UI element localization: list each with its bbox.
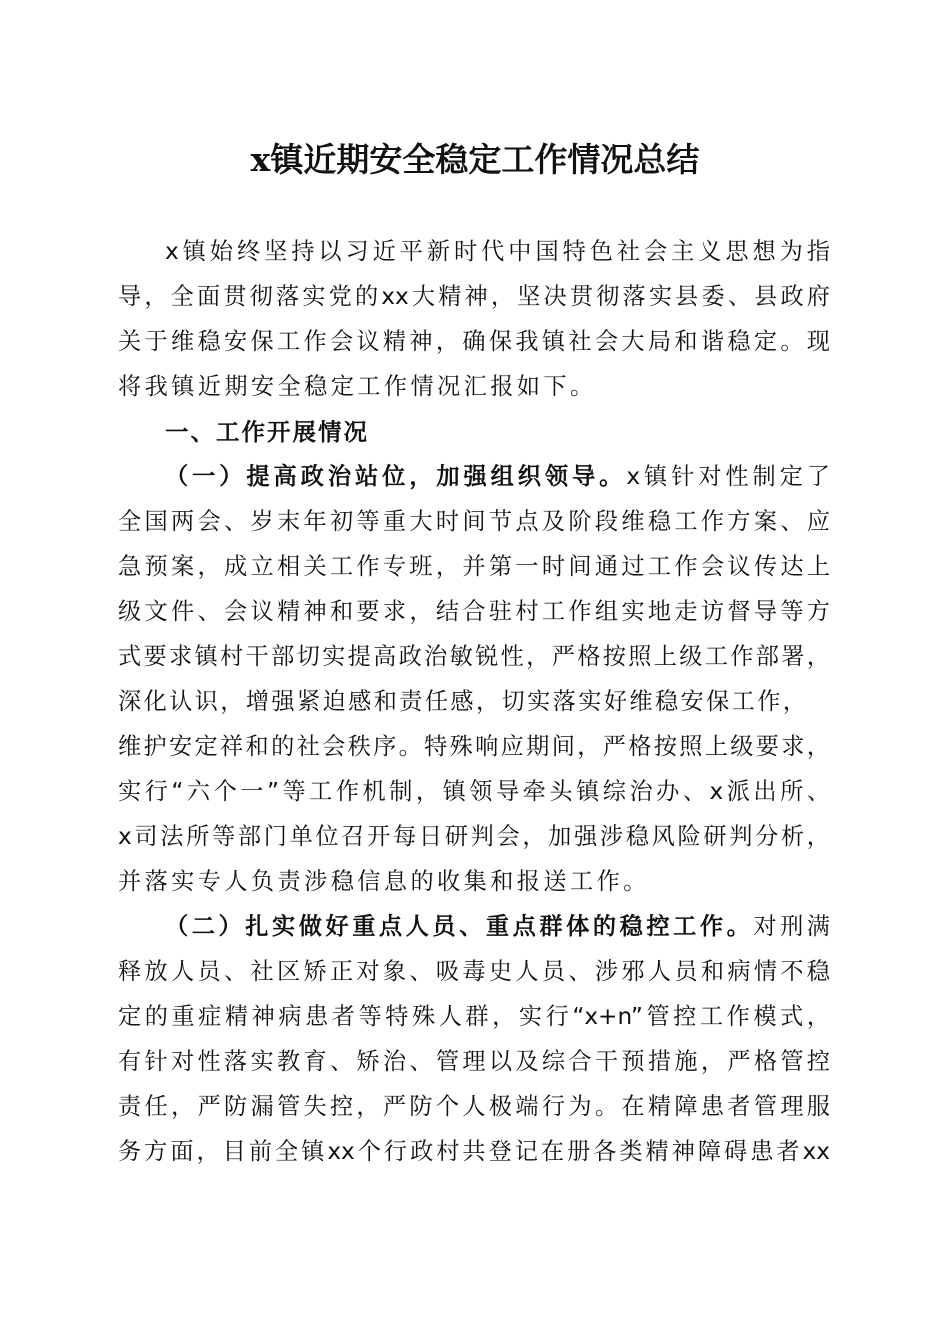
paragraph-line: 全国两会、岁末年初等重大时间节点及阶段维稳工作方案、应 xyxy=(118,508,830,535)
paragraph-line: 式要求镇村干部切实提高政治敏锐性，严格按照上级工作部署， xyxy=(118,643,830,670)
paragraph-line: 释放人员、社区矫正对象、吸毒史人员、涉邪人员和病情不稳 xyxy=(118,958,830,985)
paragraph-line xyxy=(165,455,830,499)
paragraph-line: 有针对性落实教育、矫治、管理以及综合干预措施，严格管控 xyxy=(118,1048,830,1075)
paragraph-line: x司法所等部门单位召开每日研判会，加强涉稳风险研判分析， xyxy=(118,823,830,850)
intro-line: 关于维稳安保工作会议精神，确保我镇社会大局和谐稳定。现 xyxy=(118,328,830,355)
subsection-lead: （一）提高政治站位，加强组织领导。 xyxy=(165,463,627,490)
section-heading: 一、工作开展情况 xyxy=(165,418,369,446)
intro-line: x镇始终坚持以习近平新时代中国特色社会主义思想为指 xyxy=(165,238,830,265)
paragraph-line: 责任，严防漏管失控，严防个人极端行为。在精障患者管理服 xyxy=(118,1093,830,1120)
paragraph-line: 级文件、会议精神和要求，结合驻村工作组实地走访督导等方 xyxy=(118,598,830,625)
paragraph-line: 深化认识，增强紧迫感和责任感，切实落实好维稳安保工作， xyxy=(118,688,806,715)
subsection-text: x镇针对性制定了 xyxy=(626,463,830,490)
intro-line: 导，全面贯彻落实党的xx大精神，坚决贯彻落实县委、县政府 xyxy=(118,283,830,310)
paragraph-line xyxy=(165,905,830,949)
subsection-lead: （二）扎实做好重点人员、重点群体的稳控工作。 xyxy=(165,913,754,940)
paragraph-line: 维护安定祥和的社会秩序。特殊响应期间，严格按照上级要求， xyxy=(118,733,830,760)
paragraph-line: 实行“六个一”等工作机制，镇领导牵头镇综治办、x派出所、 xyxy=(118,778,830,805)
subsection-text: 对刑满 xyxy=(753,913,830,940)
intro-line: 将我镇近期安全稳定工作情况汇报如下。 xyxy=(118,373,597,400)
document-title: x镇近期安全稳定工作情况总结 xyxy=(250,140,700,179)
paragraph-line: 急预案，成立相关工作专班，并第一时间通过工作会议传达上 xyxy=(118,553,830,580)
paragraph-line: 务方面，目前全镇xx个行政村共登记在册各类精神障碍患者xx xyxy=(118,1138,830,1165)
paragraph-line: 定的重症精神病患者等特殊人群，实行“x+n”管控工作模式， xyxy=(118,1003,830,1030)
paragraph-line: 并落实专人负责涉稳信息的收集和报送工作。 xyxy=(118,868,650,895)
